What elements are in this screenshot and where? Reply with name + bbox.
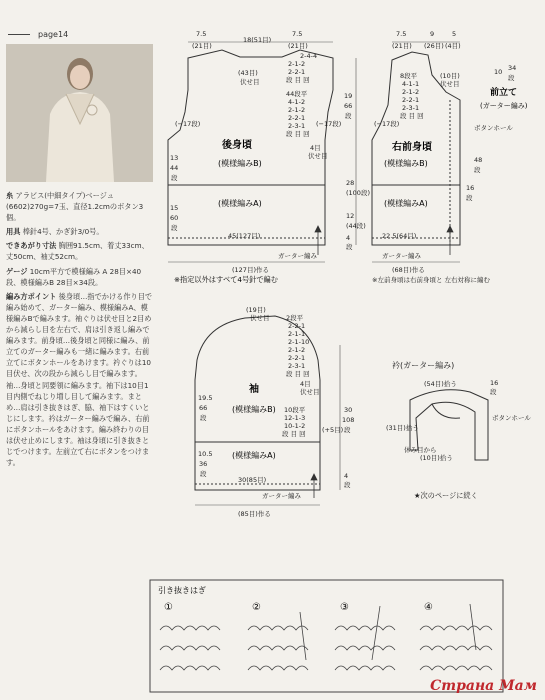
sleeve-cap-4: 2-1-2 (288, 346, 306, 354)
sleeve-inc-2: 段 目 回 (282, 430, 306, 438)
seam-step-4-graphic (420, 604, 492, 670)
instr-yarn: 糸 アラビス(中細タイプ)ベージュ(6602)270g=7玉、直径1.2cmのボタン3個。 (6, 191, 144, 223)
seam-step-3: ③ (340, 602, 349, 613)
front-width: 22.5(64目) (382, 232, 417, 240)
collar-pick2: (31目)拾う (386, 424, 419, 432)
front-h1-0: 34 (508, 64, 517, 72)
front-sh1s: (21目) (392, 42, 412, 50)
back-h-bot-2: 段 (171, 224, 178, 232)
sleeve-h4-0: 4 (344, 472, 349, 480)
sleeve-plus5: (+5目) (322, 426, 344, 434)
back-neck-dec-2: 2-2-1 (288, 68, 306, 76)
page-number: page14 (38, 30, 69, 39)
front-pattern-b: (模様編みB) (384, 159, 428, 168)
back-pattern-b: (模様編みB) (218, 159, 262, 168)
seam-step-1-graphic (160, 626, 220, 670)
sleeve-h2-2: 段 (344, 426, 351, 434)
front-note: ※左前身頃は右前身頃と 左右対称に編む (372, 276, 491, 284)
back-h-right3-1: 段 (346, 243, 353, 251)
front-neck-dec-0: 8段平 (400, 72, 418, 80)
back-width: 45(127目) (228, 232, 261, 240)
sleeve-title: 袖 (249, 384, 259, 395)
sleeve-h3-0: 10.5 (198, 450, 213, 458)
instr-method: 編み方ポイント 後身頃…指でかける作り目で編み始めて、ガーター編み、模様編みA、模様編みBで編みます。袖ぐりは伏せ目と2目めから減らし目を左右で、肩は引き返し編みで編みます。前身頃…後身頃と同様に編み、前立てのガーター編みも一緒に編みます。右前立てにボタンホールをあけます。衿ぐりは10目伏せ、次の段から減らし目で編みます。袖…身頃と同要領に編みます。袖下は10目1目内側でねじり増し目して編みます。まとめ…肩は引き抜きはぎ、脇、袖下はすくいとじにします。衿はガーター編みで編み、右前にボタンホールをあけます。編み終わりの目は伏せ止めにします。袖は身頃に引き抜きとじでつけます。左前立て右にボタンをつけます。 (6, 291, 153, 468)
front-minus17: (−17段) (374, 120, 400, 128)
back-width-total: (127目)作る (232, 266, 269, 274)
sleeve-h1-2: 段 (200, 414, 207, 422)
back-pattern-a: (模様編みA) (218, 199, 262, 208)
front-sh3s: (4目) (445, 42, 461, 50)
front-neck-dec-5: 段 目 回 (400, 112, 424, 120)
front-neck-bo2: 伏せ目 (440, 80, 460, 88)
sleeve-h3-1: 36 (199, 460, 208, 468)
sleeve-bo: 10段平 (284, 406, 306, 414)
sleeve-width-total: (85目)作る (238, 510, 271, 518)
sleeve-pattern-b: (模様編みB) (232, 405, 276, 414)
seam-step-4: ④ (424, 602, 433, 613)
back-minus17-left: (−17段) (175, 120, 201, 128)
front-h3-1: 段 (474, 166, 481, 174)
back-garter-arrowhead (315, 226, 321, 232)
collar-title: 衿(ガーター編み) (392, 361, 455, 370)
sleeve-top2: 伏せ目 (250, 314, 270, 322)
sleeve-h2-0: 30 (344, 406, 353, 414)
front-buttonhole: ボタンホール (474, 124, 513, 132)
front-garter: ガーター編み (382, 252, 421, 260)
back-neck-dec-0: 2-4-4 (300, 52, 318, 60)
front-neck-dec-3: 2-2-1 (402, 96, 420, 104)
front-placket-label2: (ガーター編み) (480, 102, 528, 110)
watermark-logo: Страна Мам (430, 678, 537, 694)
sleeve-cap-3: 2-1-10 (288, 338, 310, 346)
front-neck-dec-1: 4-1-1 (402, 80, 420, 88)
sleeve-cap-7: 段 目 回 (286, 370, 310, 378)
front-sh3: 5 (452, 30, 457, 38)
collar-h-0: 16 (490, 379, 499, 387)
sleeve-bo2: 4目 (300, 380, 311, 388)
back-h-bot-0: 15 (170, 204, 179, 212)
back-neck-dec-3: 段 目 回 (286, 76, 310, 84)
sleeve-h1-1: 66 (199, 404, 208, 412)
front-h4-0: 16 (466, 184, 475, 192)
back-garter: ガーター編み (278, 252, 317, 260)
back-arm-dec-3: 2-2-1 (288, 114, 306, 122)
seam-title: 引き抜きはぎ (158, 586, 206, 595)
back-h-right3-0: 4 (346, 234, 351, 242)
front-pattern-a: (模様編みA) (384, 199, 428, 208)
sleeve-h2-1: 108 (342, 416, 355, 424)
sleeve-garter: ガーター編み (262, 492, 301, 500)
back-neck-width: 18(51目) (243, 36, 272, 44)
front-h1-1: 段 (508, 74, 515, 82)
seam-step-2: ② (252, 602, 261, 613)
sleeve-width: 30(85目) (238, 476, 267, 484)
front-h3-0: 48 (474, 156, 483, 164)
back-shoulder-right: 7.5 (292, 30, 303, 38)
common-note: ※指定以外はすべて4号針で編む (174, 275, 278, 284)
seam-step-2-graphic (248, 612, 308, 670)
back-bo-arm2: 伏せ目 (308, 152, 328, 160)
sleeve-cap-5: 2-2-1 (288, 354, 306, 362)
collar-continue: ★次のページに続く (414, 491, 478, 500)
sleeve-top: (19目) (246, 306, 266, 314)
front-neck-dec-2: 2-1-2 (402, 88, 420, 96)
sleeve-h1-0: 19.5 (198, 394, 213, 402)
seam-box (150, 580, 503, 692)
front-placket-label: 前立て (490, 88, 518, 98)
back-h-mid-0: 13 (170, 154, 179, 162)
back-h-top-2: 段 (345, 112, 352, 120)
back-h-mid-1: 44 (170, 164, 179, 172)
sleeve-h3-2: 段 (200, 470, 207, 478)
instr-gauge: ゲージ 10cm平方で模様編み A 28目×40段、模様編みB 28目×34段。 (6, 266, 142, 287)
front-neck-bo: (10目) (440, 72, 460, 80)
back-arm-dec-1: 4-1-2 (288, 98, 306, 106)
front-h4-1: 段 (466, 194, 473, 202)
instr-size: できあがり寸法 胸囲91.5cm、着丈33cm、丈50cm、袖丈52cm。 (6, 241, 149, 262)
back-neck-dec-1: 2-1-2 (288, 60, 306, 68)
back-h-right2-0: 12 (346, 212, 355, 220)
collar-rest: 休み目から (404, 446, 437, 454)
seam-illustrations (160, 604, 492, 670)
back-title: 後身頃 (222, 140, 252, 151)
back-shoulder-left: 7.5 (196, 30, 207, 38)
back-bo-center: (43目) (238, 69, 258, 77)
front-sh2s: (26目) (424, 42, 444, 50)
back-arm-dec-2: 2-1-2 (288, 106, 306, 114)
front-sh2: 9 (430, 30, 435, 38)
sleeve-inc-1: 10-1-2 (284, 422, 306, 430)
back-h-bot-1: 60 (170, 214, 179, 222)
sleeve-inc-0: 12-1-3 (284, 414, 306, 422)
seam-step-1: ① (164, 602, 173, 613)
sleeve-cap-1: 2-2-1 (288, 322, 306, 330)
collar-h-1: 段 (490, 388, 497, 396)
sleeve-cap-6: 2-3-1 (288, 362, 306, 370)
back-arm-dec-4: 2-3-1 (288, 122, 306, 130)
back-shoulder-right-sts: (21目) (288, 42, 308, 50)
front-garter-arrowhead (447, 226, 453, 232)
front-width-total: (68目)作る (392, 266, 425, 274)
collar-inner-curve (432, 404, 460, 418)
back-h-top-0: 19 (344, 92, 353, 100)
sleeve-pattern-a: (模様編みA) (232, 451, 276, 460)
front-sh1: 7.5 (396, 30, 407, 38)
front-title: 右前身頃 (392, 142, 432, 153)
back-shoulder-left-sts: (21目) (192, 42, 212, 50)
collar-pick3: (10目)拾う (420, 454, 453, 462)
back-h-mid-2: 段 (171, 174, 178, 182)
back-h-right2-1: (44段) (346, 222, 366, 230)
back-h-right-1: (100段) (346, 189, 370, 197)
back-h-top-1: 66 (344, 102, 353, 110)
back-bo-center2: 伏せ目 (240, 78, 260, 86)
sleeve-bo3: 伏せ目 (300, 388, 320, 396)
collar-buttonhole: ボタンホール (492, 414, 531, 422)
back-minus17-right: (−17段) (316, 120, 342, 128)
sleeve-cap-0: 2段平 (286, 314, 304, 322)
sleeve-h4-1: 段 (344, 481, 351, 489)
back-bo-arm: 4目 (310, 144, 321, 152)
back-arm-dec-5: 段 目 回 (286, 130, 310, 138)
back-arm-dec-0: 44段平 (286, 90, 308, 98)
seam-step-3-graphic (335, 606, 395, 670)
collar-pick1: (54目)拾う (424, 380, 457, 388)
instr-tools: 用具 棒針4号、かぎ針3/0号。 (6, 227, 104, 237)
front-neck-dec-4: 2-3-1 (402, 104, 420, 112)
sleeve-garter-arrowhead (311, 474, 317, 480)
front-h2: 10 (494, 68, 503, 76)
sleeve-cap-2: 2-1-1 (288, 330, 306, 338)
back-h-right-0: 28 (346, 179, 355, 187)
